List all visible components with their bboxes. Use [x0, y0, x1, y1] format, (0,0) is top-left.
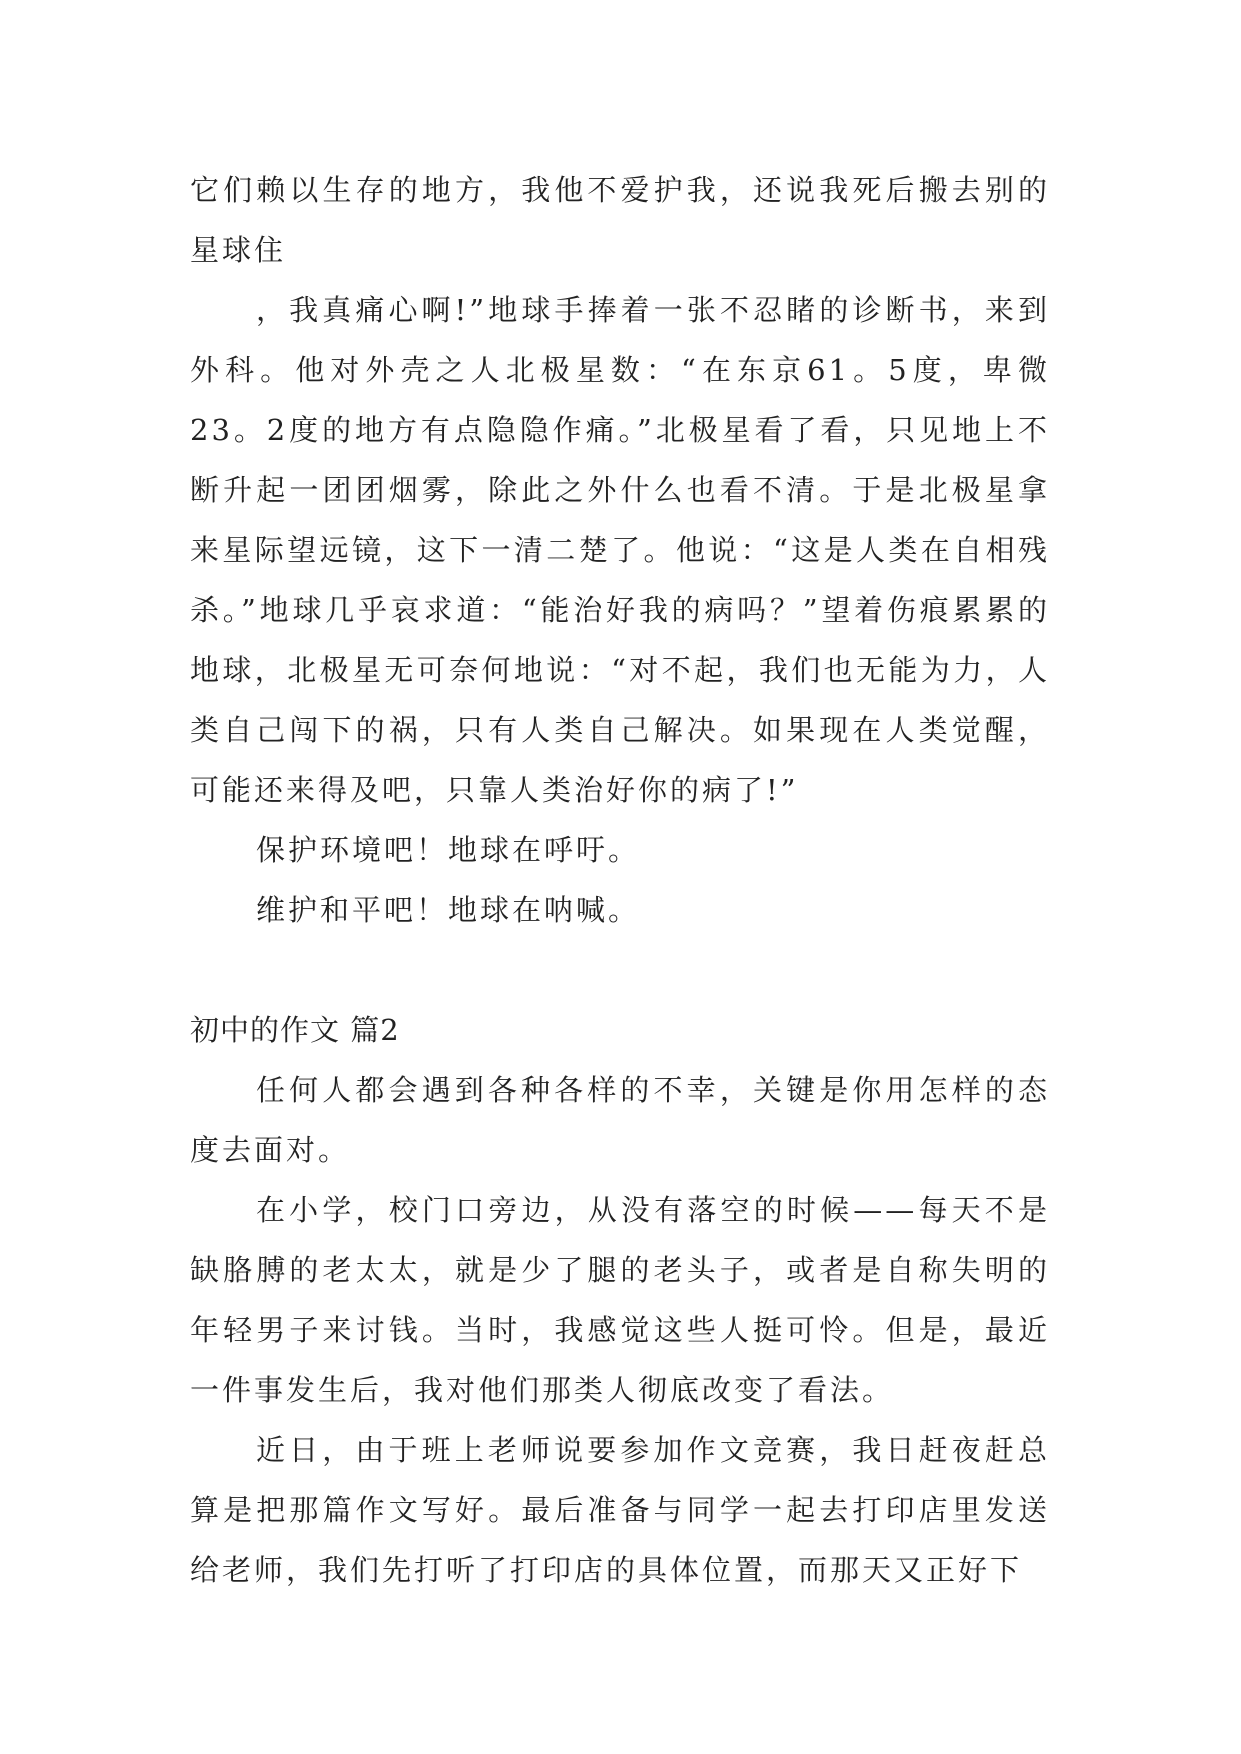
section-spacer: [190, 940, 1050, 1000]
paragraph-protect-environment: 保护环境吧！地球在呼吁。: [256, 833, 641, 867]
paragraph-school-gate: 在小学，校门口旁边，从没有落空的时候——每天不是缺胳膊的老太太，就是少了腿的老头子，或者是自称失明的年轻男子来讨钱。当时，我感觉这些人挺可怜。但是，最近一件事发生后，我对他们那类人彻底改变了看法。: [190, 1193, 1050, 1407]
paragraph-maintain-peace: 维护和平吧！地球在呐喊。: [256, 893, 641, 927]
essay-heading: 初中的作文 篇2: [190, 1013, 400, 1047]
paragraph-continuation: 它们赖以生存的地方，我他不爱护我，还说我死后搬去别的星球住: [190, 173, 1050, 267]
paragraph-earth-clinic: ，我真痛心啊!”地球手捧着一张不忍睹的诊断书，来到外科。他对外壳之人北极星数：“在东京61。5度，卑微23。2度的地方有点隐隐作痛。”北极星看了看，只见地上不断升起一团团烟雾，除此之外什么也看不清。于是北极星拿来星际望远镜，这下一清二楚了。他说：“这是人类在自相残杀。”地球几乎哀求道：“能治好我的病吗？”望着伤痕累累的地球，北极星无可奈何地说：“对不起，我们也无能为力，人类自己闯下的祸，只有人类自己解决。如果现在人类觉醒，可能还来得及吧，只靠人类治好你的病了!”: [190, 293, 1050, 807]
document-body: [190, 160, 1050, 1600]
paragraph-misfortune: 任何人都会遇到各种各样的不幸，关键是你用怎样的态度去面对。: [190, 1073, 1050, 1167]
paragraph-essay-contest: 近日，由于班上老师说要参加作文竞赛，我日赶夜赶总算是把那篇作文写好。最后准备与同学一起去打印店里发送给老师，我们先打听了打印店的具体位置，而那天又正好下: [190, 1433, 1050, 1587]
